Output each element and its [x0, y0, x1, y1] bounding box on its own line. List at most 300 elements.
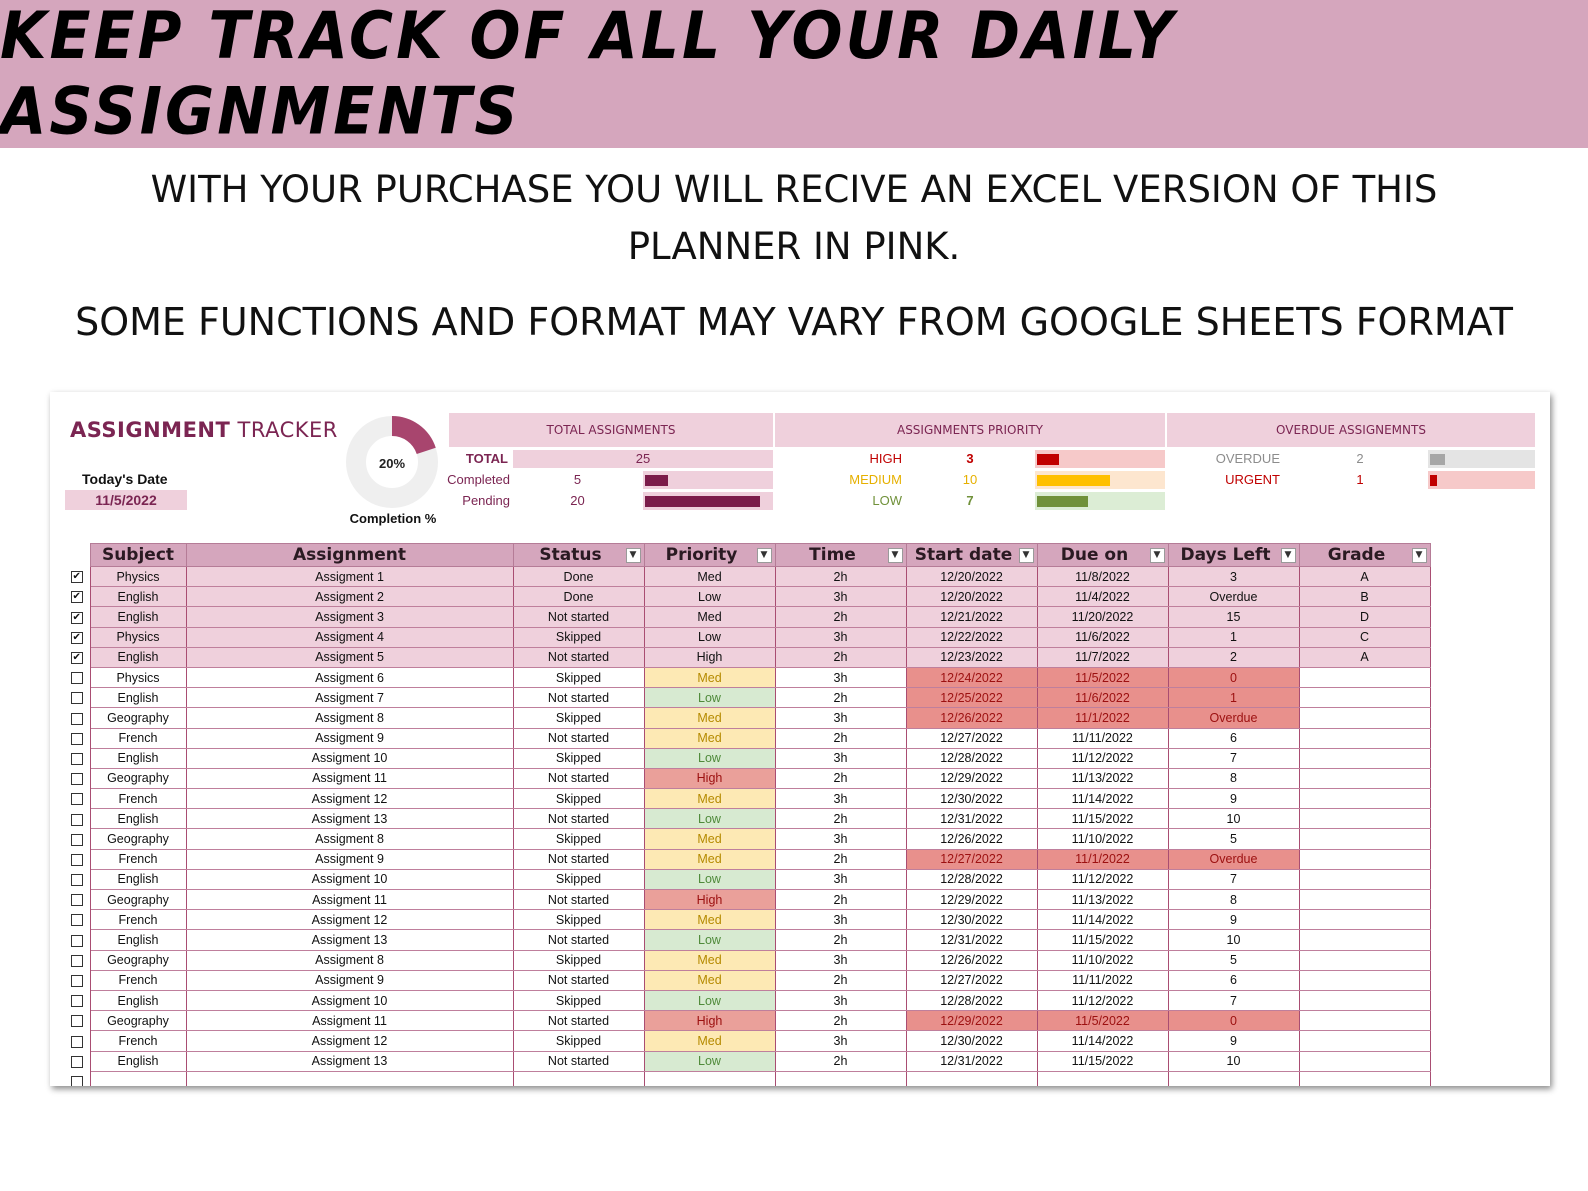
cell-days-left[interactable]: 7	[1168, 869, 1299, 889]
table-row[interactable]	[64, 688, 1430, 708]
cell-grade[interactable]: B	[1299, 587, 1430, 607]
cell-start[interactable]: 12/29/2022	[906, 1011, 1037, 1031]
cell-time[interactable]: 2h	[775, 809, 906, 829]
cell-start[interactable]: 12/22/2022	[906, 627, 1037, 647]
cell-status[interactable]: Not started	[513, 1011, 644, 1031]
row-checkbox-cell	[64, 869, 90, 889]
cell-days-left[interactable]: 9	[1168, 910, 1299, 930]
cell-status[interactable]: Not started	[513, 849, 644, 869]
checkbox[interactable]	[71, 955, 83, 967]
cell-priority[interactable]: Low	[644, 930, 775, 950]
cell-assignment[interactable]: Assigment 10	[186, 869, 513, 889]
cell-grade[interactable]	[1299, 829, 1430, 849]
cell-time[interactable]: 2h	[775, 1051, 906, 1071]
checkbox[interactable]	[71, 1015, 83, 1027]
cell-due[interactable]: 11/11/2022	[1037, 728, 1168, 748]
cell-subject[interactable]: Geography	[90, 950, 186, 970]
cell-priority[interactable]: Low	[644, 869, 775, 889]
cell-priority[interactable]: High	[644, 890, 775, 910]
cell-status[interactable]: Skipped	[513, 869, 644, 889]
cell-subject[interactable]: English	[90, 869, 186, 889]
cell-days-left[interactable]: 10	[1168, 1051, 1299, 1071]
cell-assignment[interactable]: Assigment 1	[186, 567, 513, 587]
cell-time[interactable]: 3h	[775, 829, 906, 849]
cell-grade[interactable]	[1299, 1011, 1430, 1031]
cell-status[interactable]: Skipped	[513, 950, 644, 970]
cell-due[interactable]: 11/14/2022	[1037, 789, 1168, 809]
checked-checkbox[interactable]: ✔	[72, 631, 81, 643]
cell-due[interactable]: 11/7/2022	[1037, 647, 1168, 667]
cell-priority[interactable]: Med	[644, 910, 775, 930]
cell-priority[interactable]: Med	[644, 667, 775, 687]
checkbox[interactable]	[71, 854, 83, 866]
cell-priority[interactable]: Low	[644, 990, 775, 1010]
cell-assignment[interactable]: Assigment 5	[186, 647, 513, 667]
cell-grade[interactable]	[1299, 1031, 1430, 1051]
cell-time[interactable]: 3h	[775, 990, 906, 1010]
cell-assignment[interactable]: Assigment 10	[186, 990, 513, 1010]
table-row[interactable]	[64, 728, 1430, 748]
cell-due[interactable]: 11/12/2022	[1037, 869, 1168, 889]
cell-start[interactable]: 12/28/2022	[906, 990, 1037, 1010]
checkbox[interactable]	[71, 975, 83, 987]
cell-days-left[interactable]: 0	[1168, 1011, 1299, 1031]
cell-assignment[interactable]: Assigment 4	[186, 627, 513, 647]
cell-due[interactable]: 11/15/2022	[1037, 809, 1168, 829]
cell-assignment[interactable]: Assigment 12	[186, 910, 513, 930]
cell-priority[interactable]: High	[644, 1011, 775, 1031]
checkbox[interactable]	[71, 914, 83, 926]
table-row[interactable]	[64, 970, 1430, 990]
spreadsheet-preview	[50, 392, 1550, 1086]
cell-subject[interactable]: French	[90, 970, 186, 990]
cell-status[interactable]: Skipped	[513, 708, 644, 728]
cell-status[interactable]: Done	[513, 567, 644, 587]
cell-time[interactable]: 3h	[775, 708, 906, 728]
cell-grade[interactable]	[1299, 1051, 1430, 1071]
cell-start[interactable]: 12/27/2022	[906, 970, 1037, 990]
cell-grade[interactable]	[1299, 667, 1430, 687]
cell-days-left[interactable]: 9	[1168, 1031, 1299, 1051]
cell-time[interactable]: 3h	[775, 789, 906, 809]
cell-due[interactable]	[1037, 1071, 1168, 1086]
cell-status[interactable]: Done	[513, 587, 644, 607]
cell-start[interactable]: 12/31/2022	[906, 1051, 1037, 1071]
cell-days-left[interactable]: Overdue	[1168, 708, 1299, 728]
cell-start[interactable]: 12/30/2022	[906, 910, 1037, 930]
cell-assignment[interactable]: Assigment 9	[186, 728, 513, 748]
cell-priority[interactable]: Med	[644, 789, 775, 809]
checkbox[interactable]	[71, 1036, 83, 1048]
cell-grade[interactable]	[1299, 930, 1430, 950]
cell-priority[interactable]: High	[644, 647, 775, 667]
cell-due[interactable]: 11/20/2022	[1037, 607, 1168, 627]
cell-due[interactable]: 11/12/2022	[1037, 748, 1168, 768]
cell-status[interactable]: Not started	[513, 688, 644, 708]
cell-subject[interactable]: Physics	[90, 627, 186, 647]
cell-status[interactable]: Not started	[513, 809, 644, 829]
cell-time[interactable]: 2h	[775, 930, 906, 950]
checkbox[interactable]	[71, 733, 83, 745]
cell-grade[interactable]: A	[1299, 647, 1430, 667]
cell-due[interactable]: 11/5/2022	[1037, 1011, 1168, 1031]
table-row[interactable]	[64, 748, 1430, 768]
cell-assignment[interactable]: Assigment 3	[186, 607, 513, 627]
cell-due[interactable]: 11/1/2022	[1037, 708, 1168, 728]
cell-time[interactable]: 3h	[775, 627, 906, 647]
cell-status[interactable]: Not started	[513, 607, 644, 627]
cell-priority[interactable]: Low	[644, 1051, 775, 1071]
cell-days-left[interactable]: 2	[1168, 647, 1299, 667]
cell-grade[interactable]: A	[1299, 567, 1430, 587]
table-row[interactable]	[64, 990, 1430, 1010]
cell-subject[interactable]: Geography	[90, 1011, 186, 1031]
cell-subject[interactable]: Physics	[90, 567, 186, 587]
table-row[interactable]	[64, 607, 1430, 627]
cell-status[interactable]: Not started	[513, 768, 644, 788]
checkbox[interactable]	[71, 834, 83, 846]
cell-priority[interactable]: Low	[644, 587, 775, 607]
cell-start[interactable]: 12/30/2022	[906, 1031, 1037, 1051]
cell-due[interactable]: 11/4/2022	[1037, 587, 1168, 607]
checked-checkbox[interactable]: ✔	[72, 652, 81, 664]
cell-priority[interactable]: Low	[644, 748, 775, 768]
cell-priority[interactable]: Med	[644, 607, 775, 627]
table-row[interactable]	[64, 809, 1430, 829]
cell-priority[interactable]: Med	[644, 950, 775, 970]
cell-priority[interactable]: Med	[644, 1031, 775, 1051]
cell-days-left[interactable]	[1168, 1071, 1299, 1086]
cell-time[interactable]: 2h	[775, 647, 906, 667]
cell-days-left[interactable]: 5	[1168, 829, 1299, 849]
cell-subject[interactable]: English	[90, 748, 186, 768]
cell-days-left[interactable]: 1	[1168, 688, 1299, 708]
cell-start[interactable]: 12/28/2022	[906, 748, 1037, 768]
cell-time[interactable]	[775, 1071, 906, 1086]
cell-time[interactable]: 2h	[775, 688, 906, 708]
table-row[interactable]	[64, 667, 1430, 687]
table-row[interactable]	[64, 567, 1430, 587]
checkbox[interactable]	[71, 894, 83, 906]
cell-time[interactable]: 3h	[775, 748, 906, 768]
row-checkbox-cell	[64, 688, 90, 708]
cell-due[interactable]: 11/13/2022	[1037, 890, 1168, 910]
cell-time[interactable]: 3h	[775, 667, 906, 687]
cell-due[interactable]: 11/14/2022	[1037, 910, 1168, 930]
cell-start[interactable]: 12/20/2022	[906, 567, 1037, 587]
table-row[interactable]	[64, 869, 1430, 889]
cell-days-left[interactable]: 10	[1168, 809, 1299, 829]
cell-start[interactable]: 12/25/2022	[906, 688, 1037, 708]
cell-start[interactable]: 12/26/2022	[906, 950, 1037, 970]
cell-status[interactable]: Not started	[513, 728, 644, 748]
cell-assignment[interactable]: Assigment 12	[186, 789, 513, 809]
cell-status[interactable]: Skipped	[513, 990, 644, 1010]
cell-subject[interactable]: French	[90, 849, 186, 869]
cell-status[interactable]: Skipped	[513, 910, 644, 930]
cell-assignment[interactable]: Assigment 13	[186, 809, 513, 829]
cell-subject[interactable]: French	[90, 1031, 186, 1051]
cell-days-left[interactable]: 10	[1168, 930, 1299, 950]
cell-time[interactable]: 3h	[775, 910, 906, 930]
cell-days-left[interactable]: Overdue	[1168, 587, 1299, 607]
cell-subject[interactable]: English	[90, 930, 186, 950]
cell-grade[interactable]	[1299, 728, 1430, 748]
cell-days-left[interactable]: 0	[1168, 667, 1299, 687]
cell-priority[interactable]: Low	[644, 627, 775, 647]
cell-time[interactable]: 2h	[775, 849, 906, 869]
cell-priority[interactable]: Med	[644, 849, 775, 869]
cell-status[interactable]: Not started	[513, 1051, 644, 1071]
cell-status[interactable]: Not started	[513, 970, 644, 990]
cell-assignment[interactable]: Assigment 9	[186, 970, 513, 990]
cell-time[interactable]: 3h	[775, 1031, 906, 1051]
cell-due[interactable]: 11/15/2022	[1037, 1051, 1168, 1071]
cell-assignment[interactable]: Assigment 7	[186, 688, 513, 708]
cell-days-left[interactable]: 7	[1168, 990, 1299, 1010]
cell-status[interactable]: Skipped	[513, 829, 644, 849]
cell-due[interactable]: 11/14/2022	[1037, 1031, 1168, 1051]
cell-subject[interactable]: French	[90, 728, 186, 748]
table-row[interactable]	[64, 1071, 1430, 1086]
checkbox[interactable]	[71, 672, 83, 684]
cell-grade[interactable]	[1299, 789, 1430, 809]
cell-assignment[interactable]: Assigment 9	[186, 849, 513, 869]
column-header-time	[775, 544, 906, 567]
cell-due[interactable]: 11/6/2022	[1037, 627, 1168, 647]
table-row[interactable]	[64, 849, 1430, 869]
cell-subject[interactable]: English	[90, 688, 186, 708]
cell-subject[interactable]: English	[90, 647, 186, 667]
cell-grade[interactable]	[1299, 910, 1430, 930]
cell-time[interactable]: 2h	[775, 728, 906, 748]
cell-priority[interactable]: Med	[644, 829, 775, 849]
cell-assignment[interactable]: Assigment 11	[186, 768, 513, 788]
filter-dropdown-icon[interactable]: ▼	[1281, 548, 1296, 563]
cell-subject[interactable]: English	[90, 1051, 186, 1071]
cell-time[interactable]: 2h	[775, 768, 906, 788]
checked-checkbox[interactable]: ✔	[72, 591, 81, 603]
cell-priority[interactable]: Low	[644, 809, 775, 829]
cell-start[interactable]: 12/28/2022	[906, 869, 1037, 889]
cell-subject[interactable]: Geography	[90, 708, 186, 728]
cell-priority[interactable]: Med	[644, 567, 775, 587]
cell-priority[interactable]: High	[644, 768, 775, 788]
table-row[interactable]	[64, 708, 1430, 728]
cell-assignment[interactable]	[186, 1071, 513, 1086]
table-row[interactable]	[64, 1031, 1430, 1051]
cell-days-left[interactable]: 9	[1168, 789, 1299, 809]
cell-start[interactable]: 12/24/2022	[906, 667, 1037, 687]
cell-start[interactable]	[906, 1071, 1037, 1086]
cell-start[interactable]: 12/27/2022	[906, 849, 1037, 869]
cell-grade[interactable]	[1299, 748, 1430, 768]
cell-grade[interactable]	[1299, 950, 1430, 970]
cell-subject[interactable]: Physics	[90, 667, 186, 687]
cell-grade[interactable]	[1299, 708, 1430, 728]
checkbox[interactable]	[71, 1076, 83, 1086]
cell-start[interactable]: 12/26/2022	[906, 708, 1037, 728]
cell-start[interactable]: 12/31/2022	[906, 930, 1037, 950]
cell-due[interactable]: 11/10/2022	[1037, 950, 1168, 970]
table-row[interactable]	[64, 930, 1430, 950]
cell-subject[interactable]: Geography	[90, 829, 186, 849]
today-date-value[interactable]: 11/5/2022	[65, 490, 187, 510]
cell-days-left[interactable]: Overdue	[1168, 849, 1299, 869]
checked-checkbox[interactable]: ✔	[72, 611, 81, 623]
cell-assignment[interactable]: Assigment 8	[186, 708, 513, 728]
cell-grade[interactable]	[1299, 1071, 1430, 1086]
cell-days-left[interactable]: 1	[1168, 627, 1299, 647]
cell-subject[interactable]	[90, 1071, 186, 1086]
cell-due[interactable]: 11/13/2022	[1037, 768, 1168, 788]
cell-grade[interactable]	[1299, 768, 1430, 788]
cell-days-left[interactable]: 6	[1168, 728, 1299, 748]
cell-status[interactable]: Not started	[513, 647, 644, 667]
cell-grade[interactable]	[1299, 890, 1430, 910]
filter-dropdown-icon[interactable]: ▼	[888, 548, 903, 563]
cell-time[interactable]: 2h	[775, 567, 906, 587]
cell-due[interactable]: 11/8/2022	[1037, 567, 1168, 587]
cell-time[interactable]: 2h	[775, 970, 906, 990]
filter-dropdown-icon[interactable]: ▼	[1019, 548, 1034, 563]
checkbox[interactable]	[71, 935, 83, 947]
cell-assignment[interactable]: Assigment 13	[186, 1051, 513, 1071]
cell-start[interactable]: 12/30/2022	[906, 789, 1037, 809]
cell-days-left[interactable]: 15	[1168, 607, 1299, 627]
cell-start[interactable]: 12/31/2022	[906, 809, 1037, 829]
cell-assignment[interactable]: Assigment 11	[186, 1011, 513, 1031]
cell-days-left[interactable]: 5	[1168, 950, 1299, 970]
cell-start[interactable]: 12/21/2022	[906, 607, 1037, 627]
cell-due[interactable]: 11/12/2022	[1037, 990, 1168, 1010]
cell-subject[interactable]: English	[90, 587, 186, 607]
table-row[interactable]	[64, 1051, 1430, 1071]
cell-days-left[interactable]: 6	[1168, 970, 1299, 990]
cell-subject[interactable]: Geography	[90, 768, 186, 788]
pending-bar	[643, 492, 773, 510]
cell-assignment[interactable]: Assigment 11	[186, 890, 513, 910]
cell-start[interactable]: 12/23/2022	[906, 647, 1037, 667]
cell-status[interactable]: Not started	[513, 930, 644, 950]
cell-time[interactable]: 2h	[775, 890, 906, 910]
table-row[interactable]	[64, 950, 1430, 970]
filter-dropdown-icon[interactable]: ▼	[757, 548, 772, 563]
cell-grade[interactable]	[1299, 990, 1430, 1010]
cell-priority[interactable]: Low	[644, 688, 775, 708]
table-row[interactable]	[64, 829, 1430, 849]
cell-subject[interactable]: French	[90, 789, 186, 809]
cell-assignment[interactable]: Assigment 6	[186, 667, 513, 687]
cell-priority[interactable]	[644, 1071, 775, 1086]
cell-status[interactable]: Skipped	[513, 667, 644, 687]
table-row[interactable]	[64, 647, 1430, 667]
cell-subject[interactable]: French	[90, 910, 186, 930]
checkbox[interactable]	[71, 713, 83, 725]
cell-time[interactable]: 3h	[775, 869, 906, 889]
cell-priority[interactable]: Med	[644, 970, 775, 990]
cell-start[interactable]: 12/29/2022	[906, 890, 1037, 910]
cell-subject[interactable]: English	[90, 990, 186, 1010]
cell-status[interactable]: Skipped	[513, 789, 644, 809]
checkbox[interactable]	[71, 753, 83, 765]
checkbox[interactable]	[71, 773, 83, 785]
cell-priority[interactable]: Med	[644, 708, 775, 728]
cell-subject[interactable]: English	[90, 809, 186, 829]
cell-days-left[interactable]: 8	[1168, 890, 1299, 910]
cell-start[interactable]: 12/29/2022	[906, 768, 1037, 788]
checked-checkbox[interactable]: ✔	[72, 571, 81, 583]
table-row[interactable]	[64, 1011, 1430, 1031]
cell-assignment[interactable]: Assigment 13	[186, 930, 513, 950]
table-row[interactable]	[64, 890, 1430, 910]
filter-dropdown-icon[interactable]: ▼	[626, 548, 641, 563]
cell-assignment[interactable]: Assigment 8	[186, 950, 513, 970]
checkbox[interactable]	[71, 874, 83, 886]
cell-due[interactable]: 11/6/2022	[1037, 688, 1168, 708]
table-row[interactable]	[64, 627, 1430, 647]
cell-due[interactable]: 11/15/2022	[1037, 930, 1168, 950]
cell-status[interactable]: Skipped	[513, 748, 644, 768]
cell-subject[interactable]: Geography	[90, 890, 186, 910]
cell-status[interactable]	[513, 1071, 644, 1086]
cell-grade[interactable]: D	[1299, 607, 1430, 627]
checkbox[interactable]	[71, 814, 83, 826]
filter-dropdown-icon[interactable]: ▼	[1412, 548, 1427, 563]
table-row[interactable]	[64, 587, 1430, 607]
cell-assignment[interactable]: Assigment 10	[186, 748, 513, 768]
checkbox[interactable]	[71, 995, 83, 1007]
cell-assignment[interactable]: Assigment 12	[186, 1031, 513, 1051]
cell-time[interactable]: 3h	[775, 950, 906, 970]
cell-days-left[interactable]: 7	[1168, 748, 1299, 768]
cell-assignment[interactable]: Assigment 8	[186, 829, 513, 849]
cell-time[interactable]: 3h	[775, 587, 906, 607]
cell-grade[interactable]	[1299, 869, 1430, 889]
cell-due[interactable]: 11/10/2022	[1037, 829, 1168, 849]
cell-assignment[interactable]: Assigment 2	[186, 587, 513, 607]
cell-grade[interactable]	[1299, 688, 1430, 708]
cell-due[interactable]: 11/1/2022	[1037, 849, 1168, 869]
cell-time[interactable]: 2h	[775, 607, 906, 627]
cell-grade[interactable]	[1299, 970, 1430, 990]
cell-grade[interactable]	[1299, 809, 1430, 829]
cell-due[interactable]: 11/11/2022	[1037, 970, 1168, 990]
checkbox[interactable]	[71, 692, 83, 704]
cell-due[interactable]: 11/5/2022	[1037, 667, 1168, 687]
column-header-label: Grade	[1327, 545, 1386, 565]
table-row[interactable]	[64, 789, 1430, 809]
cell-status[interactable]: Skipped	[513, 627, 644, 647]
cell-status[interactable]: Skipped	[513, 1031, 644, 1051]
cell-priority[interactable]: Med	[644, 728, 775, 748]
cell-days-left[interactable]: 3	[1168, 567, 1299, 587]
filter-dropdown-icon[interactable]: ▼	[1150, 548, 1165, 563]
cell-status[interactable]: Not started	[513, 890, 644, 910]
checkbox[interactable]	[71, 1056, 83, 1068]
cell-grade[interactable]: C	[1299, 627, 1430, 647]
cell-start[interactable]: 12/20/2022	[906, 587, 1037, 607]
table-row[interactable]	[64, 910, 1430, 930]
table-row[interactable]	[64, 768, 1430, 788]
cell-start[interactable]: 12/26/2022	[906, 829, 1037, 849]
checkbox[interactable]	[71, 793, 83, 805]
cell-start[interactable]: 12/27/2022	[906, 728, 1037, 748]
cell-time[interactable]: 2h	[775, 1011, 906, 1031]
cell-subject[interactable]: English	[90, 607, 186, 627]
cell-grade[interactable]	[1299, 849, 1430, 869]
cell-days-left[interactable]: 8	[1168, 768, 1299, 788]
